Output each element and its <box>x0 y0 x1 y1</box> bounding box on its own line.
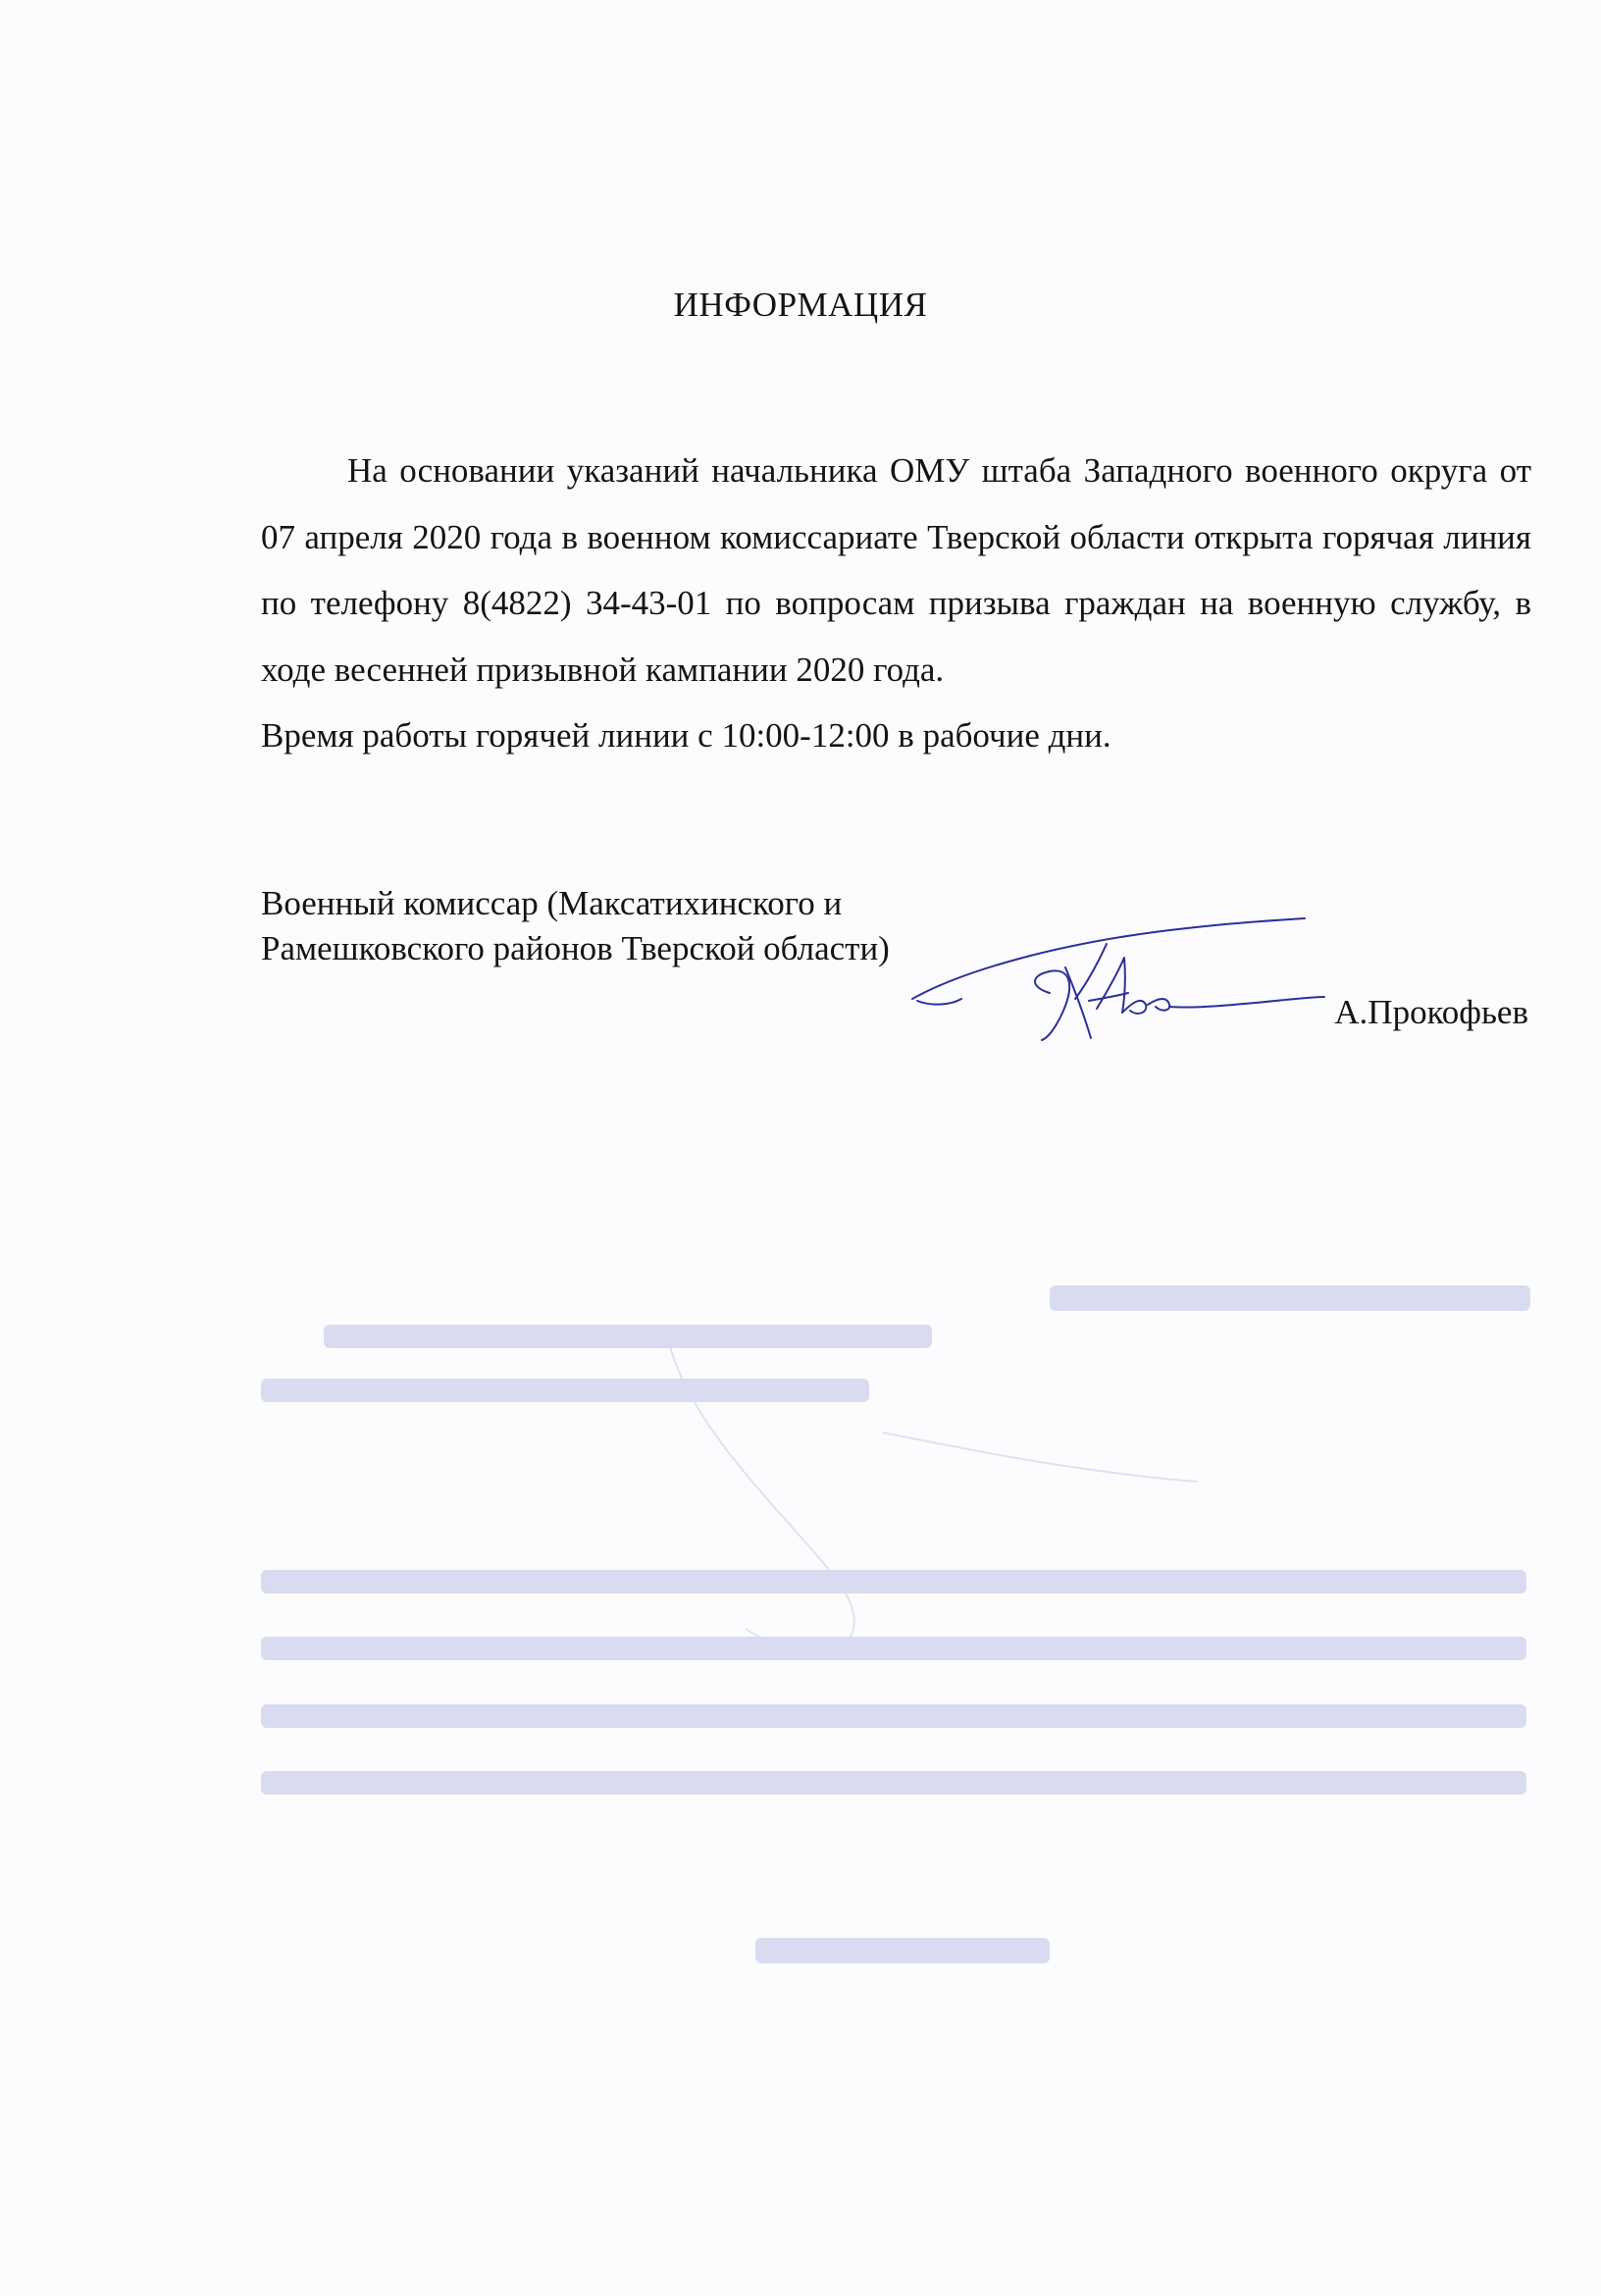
hotline-hours: Время работы горячей линии с 10:00-12:00 в рабочие дни. <box>261 716 1111 755</box>
handwritten-signature <box>903 903 1334 1060</box>
signatory-line-2: Рамешковского районов Тверской области) <box>261 929 890 967</box>
signatory-line-1: Военный комиссар (Максатихинского и <box>261 884 843 922</box>
document-title: ИНФОРМАЦИЯ <box>673 286 928 324</box>
signer-name: А.Прокофьев <box>1334 993 1528 1031</box>
document-body <box>261 438 1531 769</box>
signatory-block <box>261 881 890 971</box>
main-paragraph: На основании указаний начальника ОМУ штаба Западного военного округа от 07 апреля 2020 года в военном комиссариате Тверской области открыта горячая линия по телефону 8(4822) 34-43-01 по вопросам призыва граждан на военную службу, в ходе весенней призывной кампании 2020 года. <box>261 451 1531 689</box>
